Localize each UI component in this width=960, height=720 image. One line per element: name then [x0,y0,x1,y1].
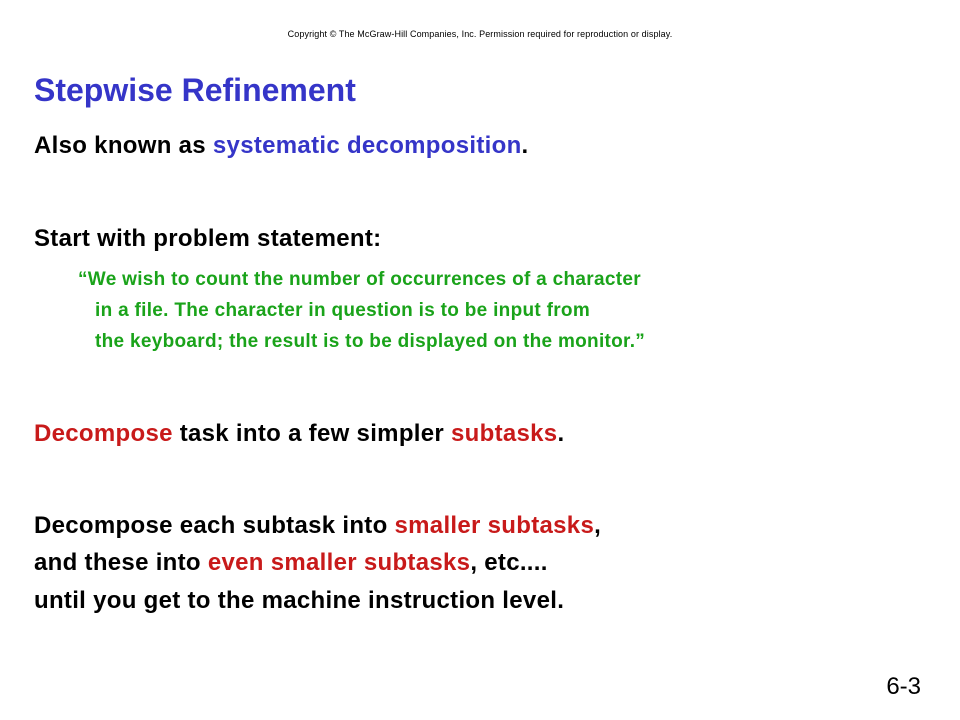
decompose-suffix: . [557,420,565,447]
quote-line-3: the keyboard; the result is to be displayed on the monitor.” [95,331,646,352]
each-line-1-suffix: , [594,512,602,539]
quote-line-2: in a file. The character in question is to be input from [95,300,591,321]
each-line-1-highlight: smaller subtasks [394,512,595,539]
start-line: Start with problem statement: [34,225,382,252]
aka-prefix: Also known as [34,132,213,159]
each-line-2-prefix: and these into [34,549,208,576]
each-line-1-prefix: Decompose each subtask into [34,512,395,539]
each-line-2-suffix: , etc.... [470,549,548,576]
page-number: 6-3 [886,673,921,700]
decompose-middle: task into a few simpler [172,420,451,447]
problem-statement-quote [78,264,645,357]
decompose-highlight-1: Decompose [34,420,173,447]
aka-suffix: . [521,132,529,159]
each-line-3: until you get to the machine instruction level. [34,587,565,614]
each-line-2 [34,549,548,577]
quote-line-1: “We wish to count the number of occurrences of a character [78,269,641,290]
decompose-line [34,420,564,448]
each-line-2-highlight: even smaller subtasks [207,549,471,576]
slide-title: Stepwise Refinement [34,72,356,108]
aka-highlight: systematic decomposition [212,132,522,159]
aka-line [34,132,529,160]
copyright-notice: Copyright © The McGraw-Hill Companies, Inc. Permission required for reproduction or display. [287,29,673,39]
each-line-1 [34,512,601,540]
decompose-highlight-2: subtasks [451,420,558,447]
